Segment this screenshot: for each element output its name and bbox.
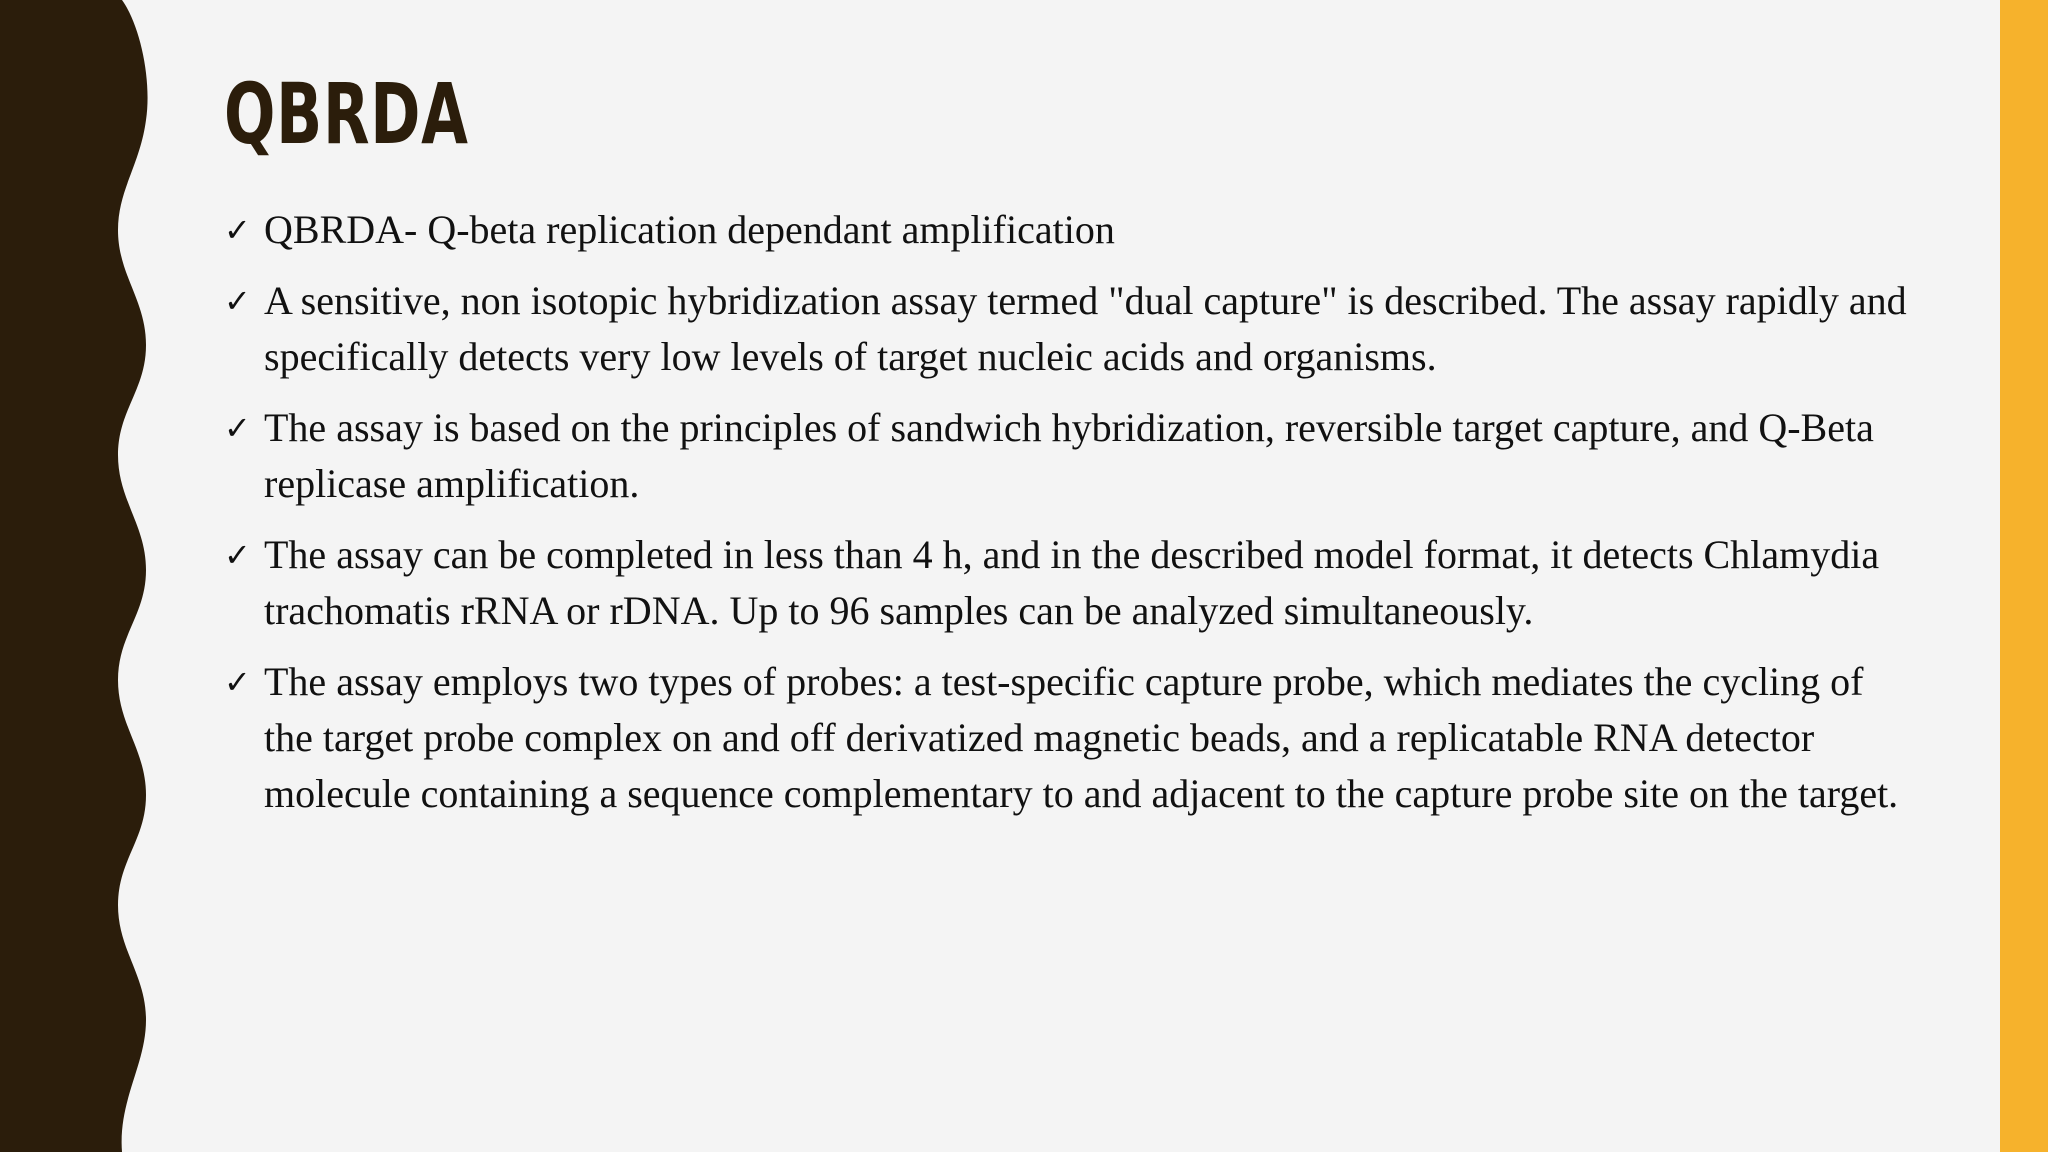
check-icon: ✓	[224, 536, 251, 574]
check-icon: ✓	[224, 211, 251, 249]
check-icon: ✓	[224, 663, 251, 701]
bullet-text: The assay is based on the principles of sandwich hybridization, reversible target capture, and Q-Beta replicase amplification.	[264, 405, 1874, 506]
bullet-list	[224, 202, 1914, 837]
slide-title: QBRDA	[224, 65, 469, 163]
bullet-item	[224, 400, 1914, 512]
bullet-text: A sensitive, non isotopic hybridization assay termed "dual capture" is described. The assay rapidly and specifically detects very low levels of target nucleic acids and organisms.	[264, 278, 1907, 379]
bullet-item	[224, 654, 1914, 822]
bullet-text: QBRDA- Q-beta replication dependant amplification	[264, 207, 1115, 252]
bullet-text: The assay employs two types of probes: a test-specific capture probe, which mediates the cycling of the target probe complex on and off derivatized magnetic beads, and a replicatable RNA detector molecule containing a sequence complementary to and adjacent to the capture probe site on the target.	[264, 659, 1899, 816]
bullet-text: The assay can be completed in less than 4 h, and in the described model format, it detects Chlamydia trachomatis rRNA or rDNA. Up to 96 samples can be analyzed simultaneously.	[264, 532, 1880, 633]
bullet-item	[224, 273, 1914, 385]
decorative-wave-band	[0, 0, 160, 1152]
accent-bar	[2000, 0, 2048, 1152]
check-icon: ✓	[224, 409, 251, 447]
bullet-item	[224, 527, 1914, 639]
check-icon: ✓	[224, 282, 251, 320]
bullet-item	[224, 202, 1914, 258]
